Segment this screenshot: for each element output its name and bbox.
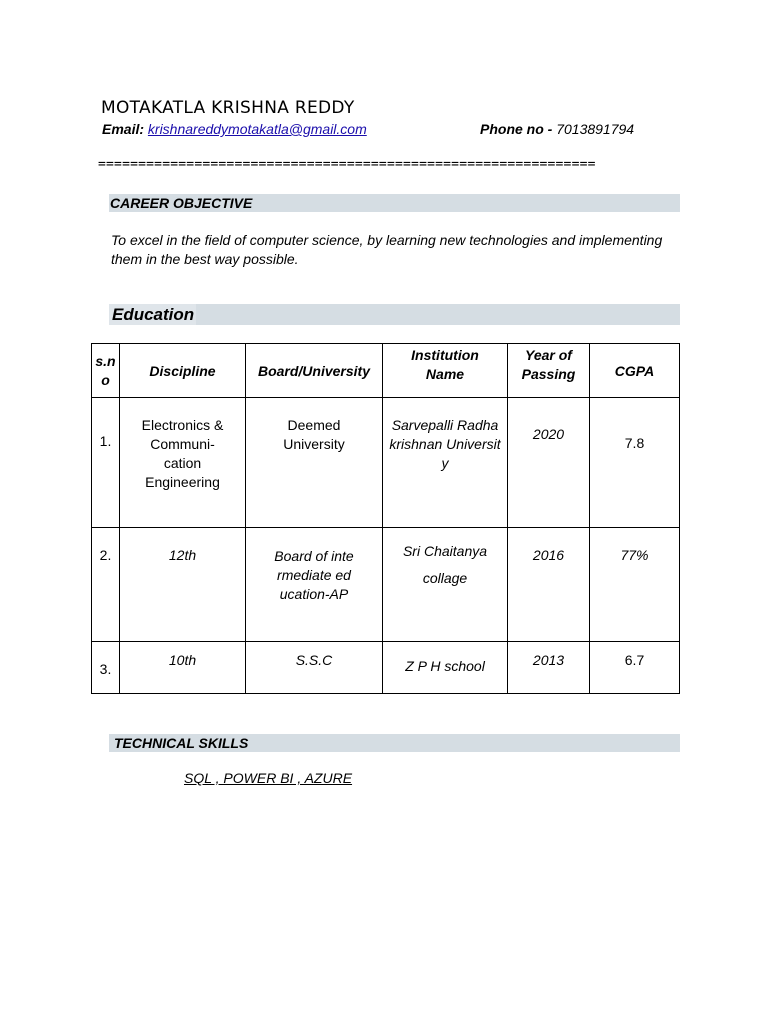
career-objective-text: To excel in the field of computer science, by learning new technologies and implementing them in the best way possible. bbox=[111, 232, 663, 267]
candidate-name: MOTAKATLA KRISHNA REDDY bbox=[101, 98, 355, 118]
cell-sno: 3. bbox=[92, 642, 120, 694]
header-institution: Institution Name bbox=[383, 344, 508, 398]
education-header bbox=[109, 304, 680, 325]
education-table bbox=[91, 343, 680, 694]
divider-line: ============================================================== bbox=[98, 157, 596, 172]
phone-number: 7013891794 bbox=[556, 121, 635, 137]
phone-label: Phone no - bbox=[480, 121, 553, 137]
cell-sno: 2. bbox=[92, 528, 120, 642]
cell-cgpa: 6.7 bbox=[590, 642, 680, 694]
table-row bbox=[92, 642, 680, 694]
table-row bbox=[92, 398, 680, 528]
career-objective-header bbox=[109, 194, 680, 212]
cell-cgpa: 7.8 bbox=[590, 398, 680, 528]
technical-skills-header bbox=[109, 734, 680, 752]
cell-cgpa: 77% bbox=[590, 528, 680, 642]
cell-year: 2016 bbox=[508, 528, 590, 642]
header-cgpa: CGPA bbox=[590, 344, 680, 398]
cell-year: 2020 bbox=[508, 398, 590, 528]
cell-board: Board of intermediate education-AP bbox=[246, 528, 383, 642]
cell-board: Deemed University bbox=[246, 398, 383, 528]
career-objective-title: CAREER OBJECTIVE bbox=[110, 195, 253, 211]
table-header-row bbox=[92, 344, 680, 398]
header-discipline: Discipline bbox=[120, 344, 246, 398]
cell-year: 2013 bbox=[508, 642, 590, 694]
technical-skills-list: SQL , POWER BI , AZURE bbox=[184, 770, 353, 786]
cell-discipline: 10th bbox=[120, 642, 246, 694]
education-title: Education bbox=[109, 304, 196, 325]
phone-line bbox=[480, 121, 634, 137]
cell-institution: Z P H school bbox=[383, 642, 508, 694]
cell-institution: Sri Chaitanya collage bbox=[383, 528, 508, 642]
header-board: Board/University bbox=[246, 344, 383, 398]
header-sno: s.no bbox=[92, 344, 120, 398]
email-line bbox=[102, 121, 367, 137]
email-label: Email: bbox=[102, 121, 145, 137]
cell-discipline: 12th bbox=[120, 528, 246, 642]
table-row bbox=[92, 528, 680, 642]
cell-sno: 1. bbox=[92, 398, 120, 528]
cell-board: S.S.C bbox=[246, 642, 383, 694]
header-year: Year of Passing bbox=[508, 344, 590, 398]
cell-discipline: Electronics & Communi-cation Engineering bbox=[120, 398, 246, 528]
cell-institution: Sarvepalli Radhakrishnan University bbox=[383, 398, 508, 528]
email-link[interactable]: krishnareddymotakatla@gmail.com bbox=[147, 121, 367, 137]
technical-skills-title: TECHNICAL SKILLS bbox=[109, 734, 248, 752]
